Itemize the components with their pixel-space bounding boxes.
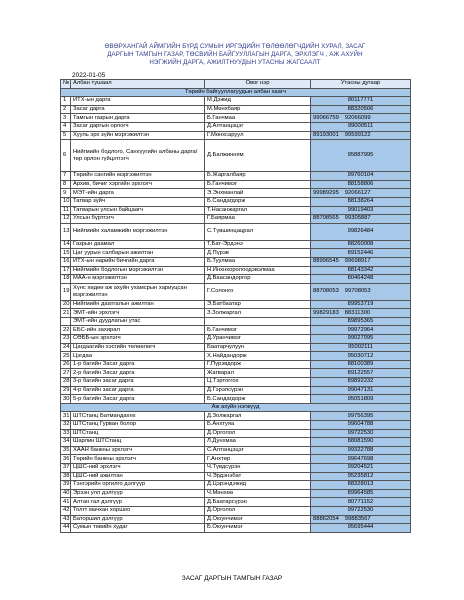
phone-number: 99000511 — [347, 123, 374, 130]
table-row — [61, 131, 411, 140]
phone-number: 89953719 — [347, 300, 374, 307]
title-line-3: НЭГЖИЙН ДАРГА, АЖИЛТНУУДЫН УТАСНЫ ЖАГСААЛТ — [149, 59, 321, 66]
row-number: 12 — [61, 215, 71, 224]
phone-number: 89892232 — [347, 378, 374, 385]
table-row — [61, 283, 411, 300]
phone-number-secondary: 88311300 — [344, 309, 371, 316]
row-name: Д.Орголол — [205, 429, 311, 438]
phone-number: 99647698 — [347, 455, 374, 462]
document-date: 2022-01-05 — [72, 72, 106, 79]
row-phone — [311, 326, 411, 335]
row-number: 33 — [61, 429, 71, 438]
row-number: 28 — [61, 378, 71, 387]
row-name: Б.Ганчмаа — [205, 114, 311, 123]
table-row — [61, 180, 411, 189]
table-row — [61, 275, 411, 284]
row-name: Т.Бат-Эрдэнэ — [205, 240, 311, 249]
row-phone — [311, 240, 411, 249]
section-header-row — [61, 403, 411, 412]
row-phone — [311, 114, 411, 123]
row-name: Э.Батбаатар — [205, 300, 311, 309]
row-number: 21 — [61, 309, 71, 318]
phone-number-secondary: 92066127 — [344, 189, 371, 196]
row-number: 6 — [61, 140, 71, 172]
row-number: 7 — [61, 172, 71, 181]
row-number: 11 — [61, 206, 71, 215]
table-row — [61, 498, 411, 507]
row-position: Татвар зүйч — [71, 197, 205, 206]
row-name: Б.Сандагдорж — [205, 197, 311, 206]
row-position: ШТСтанц Гурван болор — [71, 421, 205, 430]
row-number: 1 — [61, 97, 71, 106]
row-number: 14 — [61, 240, 71, 249]
table-row — [61, 114, 411, 123]
phone-number: 99322788 — [347, 447, 374, 454]
phone-list-table — [60, 79, 411, 533]
table-row — [61, 309, 411, 318]
row-phone — [311, 223, 411, 240]
row-name: Г.Анхтөр — [205, 455, 311, 464]
row-name: Г.Баярмаа — [205, 215, 311, 224]
row-name: Т.Насанжаргал — [205, 206, 311, 215]
row-name: Б.Сандагдорж — [205, 395, 311, 404]
table-row — [61, 446, 411, 455]
table-row — [61, 489, 411, 498]
title-line-1: ӨВӨРХАНГАЙ АЙМГИЙН БҮРД СУМЫН ИРГЭДИЙН ТӨЛӨӨЛӨГЧДИЙН ХУРАЛ, ЗАСАГ — [104, 43, 366, 50]
row-position: Цэгдаа — [71, 352, 205, 361]
row-number: 29 — [61, 386, 71, 395]
row-position: 3-р багийн засаг дарга — [71, 378, 205, 387]
phone-number: 99972964 — [347, 326, 374, 333]
row-phone — [311, 257, 411, 266]
row-position: ИТХ-ын нарийн бичгийн дарга — [71, 257, 205, 266]
row-number: 3 — [61, 114, 71, 123]
phone-number: 89152446 — [347, 249, 374, 256]
phone-number: 99066759 — [313, 114, 339, 121]
row-position: МАА-н мэргэжилтэн — [71, 275, 205, 284]
row-name: Д.Гэрэлсүрэн — [205, 386, 311, 395]
row-phone — [311, 131, 411, 140]
row-phone — [311, 215, 411, 224]
row-phone — [311, 463, 411, 472]
row-position: Төрийн сангийн мэргэжилтэн — [71, 172, 205, 181]
table-row — [61, 506, 411, 515]
phone-number: 95887995 — [347, 152, 374, 159]
table-row — [61, 481, 411, 490]
row-position: Засаг даргын орлогч — [71, 122, 205, 131]
row-position: 2-р багийн Засаг дарга — [71, 369, 205, 378]
table-row — [61, 97, 411, 106]
row-position: Засаг дарга — [71, 105, 205, 114]
row-name — [205, 317, 311, 326]
row-position: ИТХ-ын дарга — [71, 97, 205, 106]
phone-number: 88996545 — [313, 258, 339, 265]
row-position: СӨББ-ын эрхлэгч — [71, 335, 205, 344]
row-name: Д.Золжаргал — [205, 412, 311, 421]
table-row — [61, 206, 411, 215]
table-row — [61, 140, 411, 172]
table-row — [61, 189, 411, 198]
table-row — [61, 524, 411, 533]
row-name: Ч.Түвдсүрэн — [205, 463, 311, 472]
phone-number-secondary: 99599122 — [344, 131, 371, 138]
row-position: Сумын төвийн худаг — [71, 524, 205, 533]
table-row — [61, 223, 411, 240]
row-phone — [311, 300, 411, 309]
phone-number: 99760104 — [347, 172, 374, 179]
row-phone — [311, 360, 411, 369]
phone-number: 80771152 — [347, 498, 374, 505]
row-position: Шарлин ШТСтанц — [71, 438, 205, 447]
phone-number: 80464248 — [347, 275, 374, 282]
row-phone — [311, 275, 411, 284]
row-name: Г.Мөнхсаруул — [205, 131, 311, 140]
row-phone — [311, 455, 411, 464]
row-phone — [311, 472, 411, 481]
row-phone — [311, 506, 411, 515]
section-title: Төрийн байгууллагуудын албан хаагч — [61, 88, 411, 97]
title-line-2: ДАРГЫН ТАМГЫН ГАЗАР, ТӨСВИЙН БАЙГУУЛЛАГЫН ДАРГА, ЭРХЛЭГЧ , АЖ АХУЙН — [107, 51, 363, 58]
table-row — [61, 438, 411, 447]
row-name: Х.Найдандорж — [205, 352, 311, 361]
row-position: Тэнгэрийн оргилго дэлгүүр — [71, 481, 205, 490]
row-phone — [311, 335, 411, 344]
row-phone — [311, 97, 411, 106]
row-phone — [311, 266, 411, 275]
row-number: 22 — [61, 326, 71, 335]
row-number: 4 — [61, 122, 71, 131]
phone-number: 88320506 — [347, 106, 374, 113]
phone-number: 95030712 — [347, 352, 374, 359]
row-phone — [311, 378, 411, 387]
row-number: 26 — [61, 360, 71, 369]
row-position: ЦШС-ний ажилтан — [71, 472, 205, 481]
row-name: Б.Оюунчимэг — [205, 524, 311, 533]
phone-number: 95002111 — [348, 343, 373, 350]
document-title — [40, 43, 430, 67]
row-number: 35 — [61, 446, 71, 455]
table-row — [61, 412, 411, 421]
row-name: Д.Алтанцэцэг — [205, 122, 311, 131]
row-number: 5 — [61, 131, 71, 140]
header-phone: Утасны дугаар — [311, 80, 411, 89]
table-row — [61, 455, 411, 464]
row-name: С.Алтанцэцэг — [205, 446, 311, 455]
row-name: Д.Цэрэндэжид — [205, 481, 311, 490]
row-phone — [311, 309, 411, 318]
table-row — [61, 463, 411, 472]
section-header-row — [61, 88, 411, 97]
row-number: 41 — [61, 498, 71, 507]
header-number: № — [61, 80, 71, 89]
row-position: 5-р багийн Засаг дарга — [71, 395, 205, 404]
row-position: ЦШС-ний эрхлэгч — [71, 463, 205, 472]
table-header-row — [61, 80, 411, 89]
row-position: ЭМТ-ийн эрхлэгч — [71, 309, 205, 318]
table-row — [61, 343, 411, 352]
row-name: С.Түвшинцацрал — [205, 223, 311, 240]
table-row — [61, 360, 411, 369]
row-name: Л.Дунхмаа — [205, 438, 311, 447]
row-position: Төрийн банкны эрхлэгч — [71, 455, 205, 464]
row-number: 18 — [61, 275, 71, 284]
row-phone — [311, 206, 411, 215]
row-phone — [311, 446, 411, 455]
row-phone — [311, 343, 411, 352]
row-phone — [311, 369, 411, 378]
row-phone — [311, 429, 411, 438]
phone-number-secondary: 92066099 — [344, 114, 371, 121]
row-name: Д.Балжинням — [205, 140, 311, 172]
phone-number: 89122557 — [347, 369, 374, 376]
row-number: 44 — [61, 524, 71, 533]
table-row — [61, 300, 411, 309]
table-row — [61, 472, 411, 481]
row-name: Б.Ганчимэг — [205, 180, 311, 189]
phone-number-secondary: 99305887 — [344, 215, 371, 222]
row-name: Б.Ганчимэг — [205, 326, 311, 335]
phone-number: 99756395 — [347, 412, 374, 419]
row-number: 2 — [61, 105, 71, 114]
phone-number: 99826484 — [347, 228, 374, 235]
row-phone — [311, 189, 411, 198]
row-position: Архив, бичиг хэргийн эрхлэгч — [71, 180, 205, 189]
row-position: Цаг уурын салбарын ажилтан — [71, 249, 205, 258]
row-name: Д.Орголол — [205, 506, 311, 515]
row-number: 16 — [61, 257, 71, 266]
phone-number: 88708053 — [313, 288, 339, 295]
header-position: Албан тушаал — [71, 80, 205, 89]
row-name: М.Дэжид — [205, 97, 311, 106]
row-phone — [311, 421, 411, 430]
phone-number: 88143342 — [347, 266, 374, 273]
phone-number: 99027095 — [347, 335, 374, 342]
table-row — [61, 257, 411, 266]
row-phone — [311, 498, 411, 507]
row-name: Э.Энхманлай — [205, 189, 311, 198]
row-number: 39 — [61, 481, 71, 490]
row-name: Н.Инхнхоролоодэвэлмаа — [205, 266, 311, 275]
table-row — [61, 266, 411, 275]
row-phone — [311, 249, 411, 258]
table-row — [61, 335, 411, 344]
row-position: Улсын бүртгэгч — [71, 215, 205, 224]
table-row — [61, 395, 411, 404]
phone-number-secondary: 99883567 — [344, 515, 371, 522]
row-phone — [311, 515, 411, 524]
phone-number: 88158806 — [347, 181, 374, 188]
table-body — [61, 88, 411, 532]
row-position: ХААН банкны эрхлэгч — [71, 446, 205, 455]
row-name: Д.Баатарсүрэн — [205, 498, 311, 507]
row-position: МЭТ-ийн дарга — [71, 189, 205, 198]
row-phone — [311, 481, 411, 490]
row-name: Д.Пүрэв — [205, 249, 311, 258]
row-number: 25 — [61, 352, 71, 361]
table-row — [61, 105, 411, 114]
row-number: 19 — [61, 283, 71, 300]
phone-number: 88100389 — [347, 361, 374, 368]
phone-number: 95051809 — [347, 395, 374, 402]
row-position: Нийгмийн бодлого, Санхүүгийн албаны дарга/ төр орлон гүйцэтгэгч — [71, 140, 205, 172]
row-position: Толгт мачхан хоршоо — [71, 506, 205, 515]
row-name: З.Золжаргал — [205, 309, 311, 318]
row-phone — [311, 438, 411, 447]
row-number: 17 — [61, 266, 71, 275]
row-name: Г.Солонго — [205, 283, 311, 300]
row-number: 42 — [61, 506, 71, 515]
row-name: Д.Вааcандоргор — [205, 275, 311, 284]
phone-number-secondary: 99698917 — [344, 258, 371, 265]
row-phone — [311, 180, 411, 189]
row-number: 37 — [61, 463, 71, 472]
row-name: Б.Жаргалбаяр — [205, 172, 311, 181]
row-position: Тамгын газрын дарга — [71, 114, 205, 123]
row-number: 43 — [61, 515, 71, 524]
phone-number: 88138264 — [347, 198, 374, 205]
phone-number: 99204521 — [347, 464, 374, 471]
row-position: Алтан гал дэлгүүр — [71, 498, 205, 507]
table-row — [61, 421, 411, 430]
row-phone — [311, 105, 411, 114]
row-phone — [311, 386, 411, 395]
header-name: Овог нэр — [205, 80, 311, 89]
row-phone — [311, 489, 411, 498]
table-row — [61, 197, 411, 206]
row-name: Ц.Тэртоггох — [205, 378, 311, 387]
row-name: Г.Пүрэвдорж — [205, 360, 311, 369]
table-row — [61, 352, 411, 361]
phone-number: 88708565 — [313, 215, 339, 222]
table-row — [61, 172, 411, 181]
footer-text: ЗАСАГ ДАРГЫН ТАМГЫН ГАЗАР — [181, 575, 283, 582]
phone-number: 89964585 — [347, 490, 374, 497]
phone-number: 88260008 — [347, 241, 374, 248]
phone-number: 95695444 — [347, 524, 374, 531]
row-name: Ч.Мөнхөө — [205, 489, 311, 498]
table-row — [61, 122, 411, 131]
row-name: М.Мөнхбаяр — [205, 105, 311, 114]
row-phone — [311, 524, 411, 533]
table-row — [61, 515, 411, 524]
table-row — [61, 326, 411, 335]
phone-number-secondary: 99708053 — [344, 288, 371, 295]
phone-number: 99722530 — [347, 507, 374, 514]
table-row — [61, 369, 411, 378]
row-position: ЭМТ-ийн дуудлагын утас — [71, 317, 205, 326]
table-row — [61, 429, 411, 438]
row-phone — [311, 412, 411, 421]
phone-number: 99989295 — [313, 189, 339, 196]
row-name: Б.Туулмаа — [205, 257, 311, 266]
row-number: 24 — [61, 343, 71, 352]
row-position: ЕБС-ийн захирал — [71, 326, 205, 335]
row-number: 36 — [61, 455, 71, 464]
row-name: Б.Анхтуяа — [205, 421, 311, 430]
phone-number: 88862054 — [313, 515, 339, 522]
phone-number: 88328013 — [347, 481, 374, 488]
row-position: ШТСтанц — [71, 429, 205, 438]
row-name: Жагварал — [205, 369, 311, 378]
row-position: 4-р багийн засаг дарга — [71, 386, 205, 395]
row-position: Хууль эрх зүйн мэргэжилтэн — [71, 131, 205, 140]
phone-number: 99829183 — [313, 309, 339, 316]
phone-number: 89193001 — [313, 131, 339, 138]
row-phone — [311, 352, 411, 361]
row-name: Д.Уранчимэг — [205, 335, 311, 344]
row-number: 8 — [61, 180, 71, 189]
row-number: 15 — [61, 249, 71, 258]
row-position: Нийгмийн бодлогын мэргэжилтэн — [71, 266, 205, 275]
row-number: 32 — [61, 421, 71, 430]
row-number: 10 — [61, 197, 71, 206]
row-number: 9 — [61, 189, 71, 198]
row-number: 31 — [61, 412, 71, 421]
phone-number: 99604788 — [347, 421, 374, 428]
row-number: 40 — [61, 489, 71, 498]
row-number: 34 — [61, 438, 71, 447]
table-row — [61, 240, 411, 249]
row-position: ШТСтанц Батмандахнх — [71, 412, 205, 421]
section-title: Аж ахуйн нэгжүүд — [61, 403, 411, 412]
row-phone — [311, 172, 411, 181]
row-name: Баатарчулуун — [205, 343, 311, 352]
row-position: Газрын даамал — [71, 240, 205, 249]
row-position: Цагдаагийн хэсгийн төлөөлөгч — [71, 343, 205, 352]
row-number: 23 — [61, 335, 71, 344]
row-position: Нийгмийн даатгалын ажилтан — [71, 300, 205, 309]
table-row — [61, 386, 411, 395]
row-phone — [311, 283, 411, 300]
row-phone — [311, 317, 411, 326]
phone-number: 99019403 — [347, 206, 374, 213]
row-phone — [311, 140, 411, 172]
phone-number: 88081590 — [347, 438, 374, 445]
row-number: 27 — [61, 369, 71, 378]
table-row — [61, 378, 411, 387]
row-number: 13 — [61, 223, 71, 240]
phone-number: 99047131 — [347, 386, 374, 393]
row-position: Эрэзн улл дэлгүүр — [71, 489, 205, 498]
row-phone — [311, 197, 411, 206]
row-name: Д.Оюунчимэг — [205, 515, 311, 524]
phone-number: 89895365 — [347, 318, 374, 325]
row-phone — [311, 395, 411, 404]
row-position: 1-р багийн Засаг дарга — [71, 360, 205, 369]
row-name: Ч.Эрдэнэбат — [205, 472, 311, 481]
table-row — [61, 215, 411, 224]
row-number: 20 — [61, 300, 71, 309]
phone-number: 95235812 — [347, 472, 374, 479]
table-row — [61, 317, 411, 326]
row-position: Нийгмийн халамжийн мэргэжилтэн — [71, 223, 205, 240]
row-number — [61, 317, 71, 326]
row-number: 30 — [61, 395, 71, 404]
table-row — [61, 249, 411, 258]
row-position: Хүнс хөдөө аж ахуйн ухамсрын хариуцсан мэргэжилтэн — [71, 283, 205, 300]
row-position: Татварын улсын байцаагч — [71, 206, 205, 215]
row-phone — [311, 122, 411, 131]
row-position: Баторшил дэлгүүр — [71, 515, 205, 524]
phone-number: 80117771 — [347, 97, 374, 104]
row-number: 38 — [61, 472, 71, 481]
phone-number: 99722530 — [347, 429, 374, 436]
